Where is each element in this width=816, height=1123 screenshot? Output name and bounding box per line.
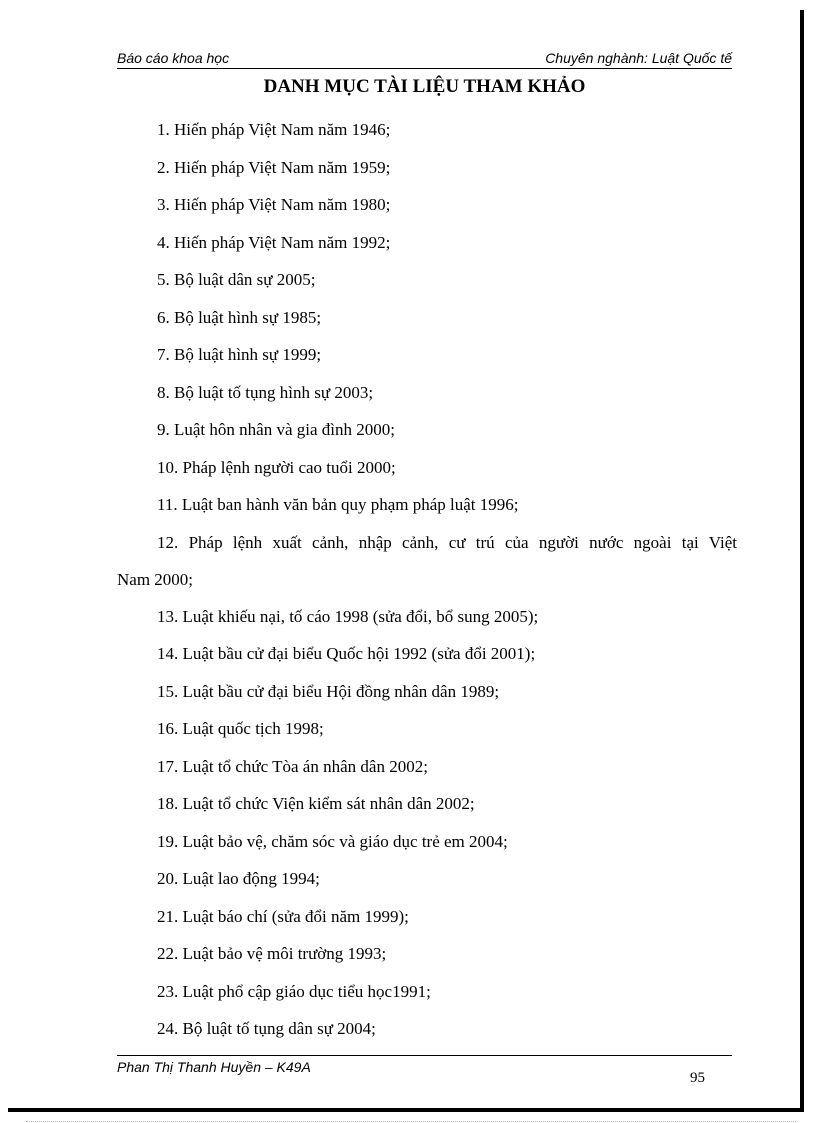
reference-item: 22. Luật bảo vệ môi trường 1993; xyxy=(157,944,387,963)
reference-item-wrapped xyxy=(117,529,737,603)
page-header xyxy=(117,48,732,68)
reference-line-2: Nam 2000; xyxy=(117,570,194,589)
footer-rule xyxy=(117,1055,732,1056)
reference-item: 18. Luật tổ chức Viện kiểm sát nhân dân 2002; xyxy=(157,794,475,813)
reference-line-1: 12. Pháp lệnh xuất cảnh, nhập cảnh, cư trú của người nước ngoài tại Việt xyxy=(157,532,737,552)
reference-item: 17. Luật tổ chức Tòa án nhân dân 2002; xyxy=(157,756,428,776)
reference-item: 9. Luật hôn nhân và gia đình 2000; xyxy=(157,420,395,439)
reference-item: 7. Bộ luật hình sự 1999; xyxy=(157,345,322,364)
reference-item: 20. Luật lao động 1994; xyxy=(157,869,320,888)
reference-item: 13. Luật khiếu nại, tố cáo 1998 (sửa đổi, bổ sung 2005); xyxy=(157,606,539,626)
reference-item: 24. Bộ luật tố tụng dân sự 2004; xyxy=(157,1019,376,1038)
reference-item: 10. Pháp lệnh người cao tuổi 2000; xyxy=(157,457,396,477)
header-specialization: Chuyên nghành: Luật Quốc tế xyxy=(545,50,732,66)
reference-item: 21. Luật báo chí (sửa đổi năm 1999); xyxy=(157,906,409,926)
reference-item: 2. Hiến pháp Việt Nam năm 1959; xyxy=(157,157,391,177)
reference-item: 4. Hiến pháp Việt Nam năm 1992; xyxy=(157,232,391,252)
page-frame-shadow-right xyxy=(800,10,804,1110)
reference-item: 11. Luật ban hành văn bản quy phạm pháp luật 1996; xyxy=(157,495,519,514)
reference-item: 15. Luật bầu cử đại biểu Hội đồng nhân dân 1989; xyxy=(157,681,500,701)
reference-item: 8. Bộ luật tố tụng hình sự 2003; xyxy=(157,382,374,402)
page-number: 95 xyxy=(690,1070,705,1086)
reference-item: 16. Luật quốc tịch 1998; xyxy=(157,719,324,738)
page-title: DANH MỤC TÀI LIỆU THAM KHẢO xyxy=(263,76,586,97)
page-boundary-dotted xyxy=(26,1121,796,1122)
reference-list xyxy=(117,116,737,1053)
page-frame-shadow-bottom xyxy=(8,1108,804,1112)
header-report-type: Báo cáo khoa học xyxy=(117,50,230,66)
reference-item: 5. Bộ luật dân sự 2005; xyxy=(157,270,316,289)
reference-item: 6. Bộ luật hình sự 1985; xyxy=(157,307,322,327)
reference-item: 1. Hiến pháp Việt Nam năm 1946; xyxy=(157,120,391,139)
reference-item: 3. Hiến pháp Việt Nam năm 1980; xyxy=(157,195,391,214)
reference-item: 23. Luật phổ cập giáo dục tiểu học1991; xyxy=(157,981,431,1001)
footer-author: Phan Thị Thanh Huyền – K49A xyxy=(117,1059,311,1075)
reference-item: 14. Luật bầu cử đại biểu Quốc hội 1992 (sửa đổi 2001); xyxy=(157,644,536,663)
reference-item: 19. Luật bảo vệ, chăm sóc và giáo dục trẻ em 2004; xyxy=(157,831,508,851)
header-rule xyxy=(117,68,732,69)
